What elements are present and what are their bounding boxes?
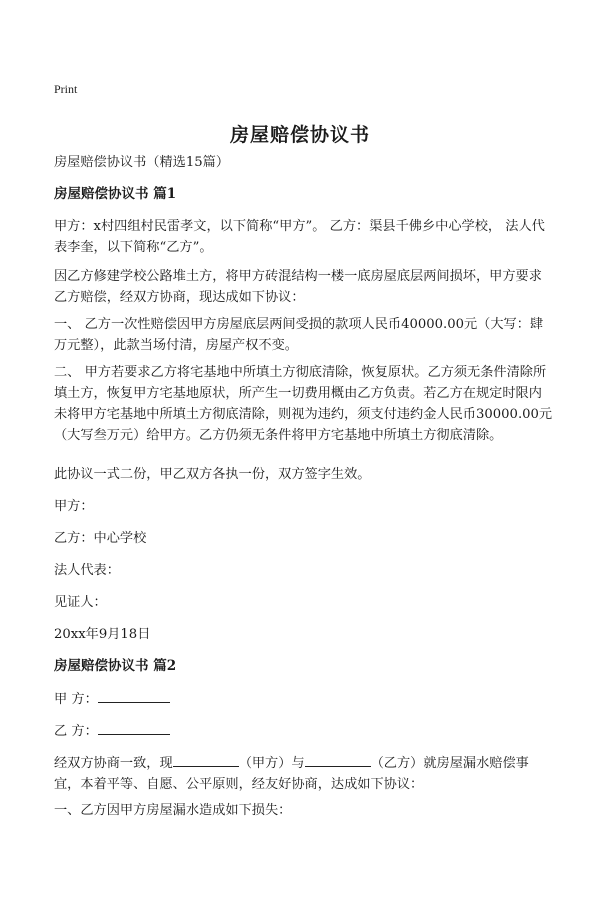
document-subtitle: 房屋赔偿协议书（精选15篇） [54, 155, 230, 170]
section1-witness: 见证人： [54, 595, 107, 610]
party-a-blank [98, 688, 170, 703]
section1-heading: 房屋赔偿协议书 篇1 [54, 186, 177, 202]
section1-copies: 此协议一式二份，甲乙双方各执一份，双方签字生效。 [54, 467, 371, 482]
body-party-a-blank [173, 752, 239, 767]
section1-sign-b: 乙方：中心学校 [54, 531, 147, 546]
section2-body-party-b: （乙方）就房屋漏水赔偿事宜，本着平等、自愿、公平原则，经友好协商，达成如下协议： [54, 756, 529, 792]
section2-party-b [54, 720, 554, 742]
section1-clause2: 二、 甲方若要求乙方将宅基地中所填土方彻底清除，恢复原状。乙方须无条件清除所填土方，恢复甲方宅基地原状，所产生一切费用概由乙方负责。若乙方在规定时限内未将甲方宅基地中所填土方彻底清除，则视为违约，须支付违约金人民币30000.00元（大写叁万元）给甲方。乙方仍须无条件将甲方宅基地中所填土方彻底清除。 [54, 365, 553, 443]
section2-heading: 房屋赔偿协议书 篇2 [54, 658, 177, 674]
section2-body-part1: 经双方协商一致，现 [54, 756, 173, 771]
section1-legal-rep: 法人代表： [54, 563, 120, 578]
section1-party-line: 甲方：x村四组村民雷孝文，以下简称“甲方”。 乙方：渠县千佛乡中心学校， 法人代表李奎，以下简称“乙方”。 [54, 219, 545, 255]
party-b-blank [98, 720, 170, 735]
section1-date: 20xx年9月18日 [54, 627, 151, 642]
section1-sign-a: 甲方： [54, 499, 94, 514]
document-title: 房屋赔偿协议书 [229, 124, 370, 146]
section2-body-party-a: （甲方）与 [238, 756, 305, 771]
section2-party-b-label: 乙 方： [54, 724, 98, 739]
section2-party-a [54, 688, 554, 710]
section1-intro: 因乙方修建学校公路堆土方，将甲方砖混结构一楼一底房屋底层两间损坏，甲方要求乙方赔偿，经双方协商，现达成如下协议： [54, 269, 542, 305]
body-party-b-blank [305, 752, 371, 767]
section1-clause1: 一、 乙方一次性赔偿因甲方房屋底层两间受损的款项人民币40000.00元（大写：肆万元整），此款当场付清，房屋产权不变。 [54, 317, 544, 353]
section2-body [54, 752, 554, 795]
section2-clause1: 一、乙方因甲方房屋漏水造成如下损失： [54, 803, 292, 818]
print-label: Print [54, 82, 78, 96]
section2-party-a-label: 甲 方： [54, 692, 98, 707]
